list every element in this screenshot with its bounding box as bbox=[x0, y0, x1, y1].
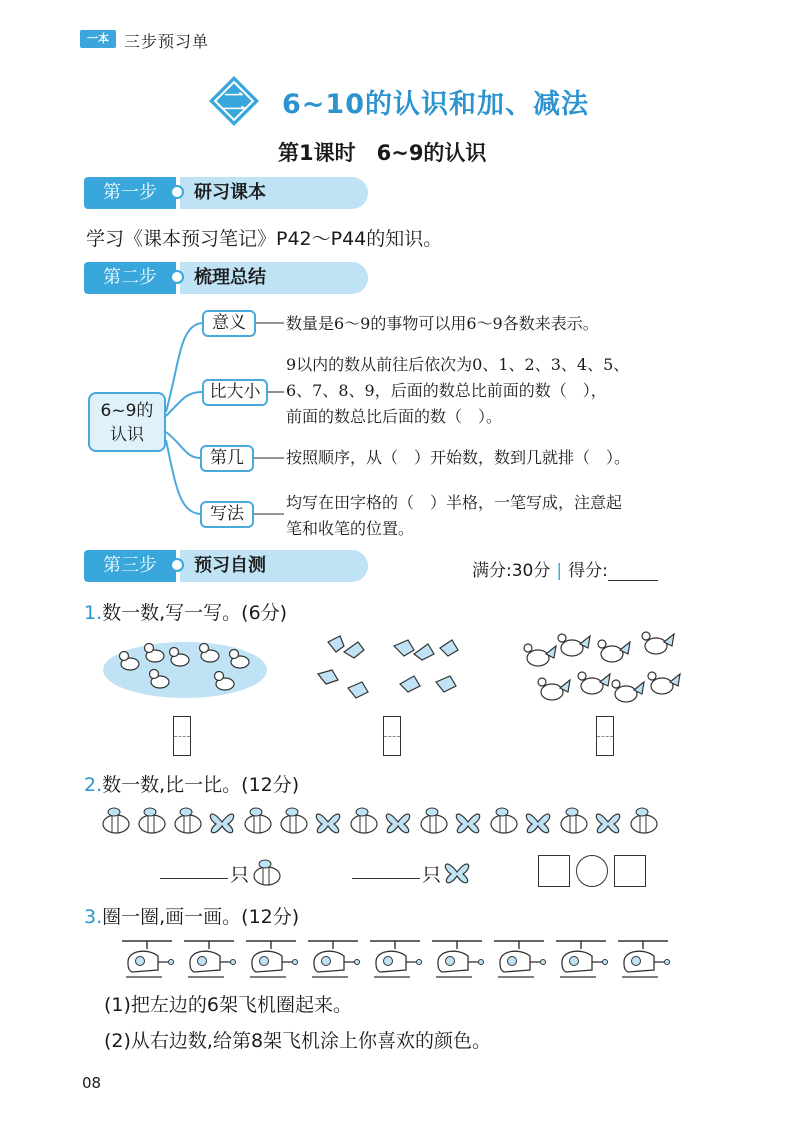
desc-line: 前面的数总比后面的数（ ）。 bbox=[286, 407, 503, 426]
q3-title bbox=[84, 902, 299, 929]
butterfly-count-blank[interactable] bbox=[352, 878, 420, 879]
desc-writing bbox=[286, 490, 622, 542]
helicopter bbox=[432, 941, 484, 977]
desc-line: 9以内的数从前往后依次为0、1、2、3、4、5、 bbox=[286, 355, 630, 374]
helicopter bbox=[122, 941, 174, 977]
bee-icon bbox=[250, 858, 284, 890]
step3-title: 预习自测 bbox=[194, 555, 266, 576]
duck-pond-illustration bbox=[100, 636, 270, 700]
desc-line: 6、7、8、9，后面的数总比前面的数（ ）， bbox=[286, 381, 607, 400]
desc-line: 均写在田字格的（ ）半格，一笔写成，注意起 bbox=[286, 493, 623, 512]
q3-sub2: (2)从右边数,给第8架飞机涂上你喜欢的颜色。 bbox=[104, 1030, 492, 1052]
unit-number: 二 bbox=[222, 88, 246, 116]
step1-title: 研习课本 bbox=[194, 182, 266, 203]
step-dot-icon bbox=[170, 270, 184, 284]
full-score: 满分:30分 bbox=[472, 561, 551, 581]
step2-title: 梳理总结 bbox=[194, 267, 266, 288]
q2-title bbox=[84, 770, 299, 797]
q3-sub1: (1)把左边的6架飞机圈起来。 bbox=[104, 994, 353, 1016]
helicopter bbox=[370, 941, 422, 977]
helicopter bbox=[308, 941, 360, 977]
step-dot-icon bbox=[170, 558, 184, 572]
desc-order bbox=[286, 445, 630, 471]
node-compare: 比大小 bbox=[202, 379, 268, 406]
desc-line: 按照顺序，从（ ）开始数，数到几就排（ ）。 bbox=[286, 448, 631, 467]
series-title: 三步预习单 bbox=[124, 32, 210, 51]
desc-meaning bbox=[286, 311, 599, 337]
helicopter bbox=[246, 941, 298, 977]
helicopters-row[interactable] bbox=[118, 936, 674, 982]
node-meaning: 意义 bbox=[202, 310, 256, 337]
q3-text: 圈一圈,画一画。(12分) bbox=[102, 906, 300, 928]
roosters-illustration bbox=[516, 628, 682, 712]
step3-label: 第三步 bbox=[84, 550, 176, 582]
page-number: 08 bbox=[82, 1074, 102, 1092]
step-dot-icon bbox=[170, 185, 184, 199]
desc-compare bbox=[286, 352, 629, 430]
bees-butterflies-row bbox=[100, 804, 672, 840]
helicopter bbox=[184, 941, 236, 977]
bee-unit: 只 bbox=[230, 864, 250, 886]
score-label: 得分: bbox=[568, 561, 608, 581]
node-order: 第几 bbox=[200, 445, 254, 472]
unit-badge bbox=[207, 74, 261, 128]
mind-map-center bbox=[88, 392, 166, 452]
helicopter bbox=[556, 941, 608, 977]
butterfly-icon bbox=[440, 854, 474, 890]
helicopter bbox=[494, 941, 546, 977]
q2-number: 2. bbox=[84, 774, 103, 796]
desc-line: 笔和收笔的位置。 bbox=[286, 519, 415, 538]
step1-content: 学习《课本预习笔记》P42～P44的知识。 bbox=[86, 228, 443, 250]
brand-logo: 一本 bbox=[80, 30, 116, 48]
step2-label: 第二步 bbox=[84, 262, 176, 294]
bee-count-blank[interactable] bbox=[160, 878, 228, 879]
answer-box-birds[interactable] bbox=[383, 716, 401, 756]
center-line1: 6~9的 bbox=[100, 401, 154, 421]
answer-box-ducks[interactable] bbox=[173, 716, 191, 756]
answer-box-roosters[interactable] bbox=[596, 716, 614, 756]
q1-number: 1. bbox=[84, 602, 103, 624]
compare-circle[interactable] bbox=[576, 855, 608, 887]
node-writing: 写法 bbox=[200, 501, 254, 528]
center-line2: 认识 bbox=[110, 425, 144, 445]
step3-header bbox=[84, 550, 374, 582]
step1-label: 第一步 bbox=[84, 177, 176, 209]
q1-text: 数一数,写一写。(6分) bbox=[102, 602, 288, 624]
compare-box-right[interactable] bbox=[614, 855, 646, 887]
q1-title bbox=[84, 598, 287, 625]
butterfly-unit: 只 bbox=[422, 864, 442, 886]
desc-line: 数量是6～9的事物可以用6～9各数来表示。 bbox=[286, 314, 599, 333]
compare-box-left[interactable] bbox=[538, 855, 570, 887]
score-area: 满分:30分 | 得分: bbox=[472, 556, 658, 581]
unit-title: 6~10的认识和加、减法 bbox=[282, 89, 589, 120]
score-blank[interactable] bbox=[608, 562, 658, 581]
lesson-title: 第1课时 6~9的认识 bbox=[278, 141, 487, 165]
step1-header bbox=[84, 177, 374, 209]
birds-illustration bbox=[308, 630, 468, 710]
q2-text: 数一数,比一比。(12分) bbox=[102, 774, 300, 796]
q3-number: 3. bbox=[84, 906, 103, 928]
step2-header bbox=[84, 262, 374, 294]
helicopter bbox=[618, 941, 670, 977]
